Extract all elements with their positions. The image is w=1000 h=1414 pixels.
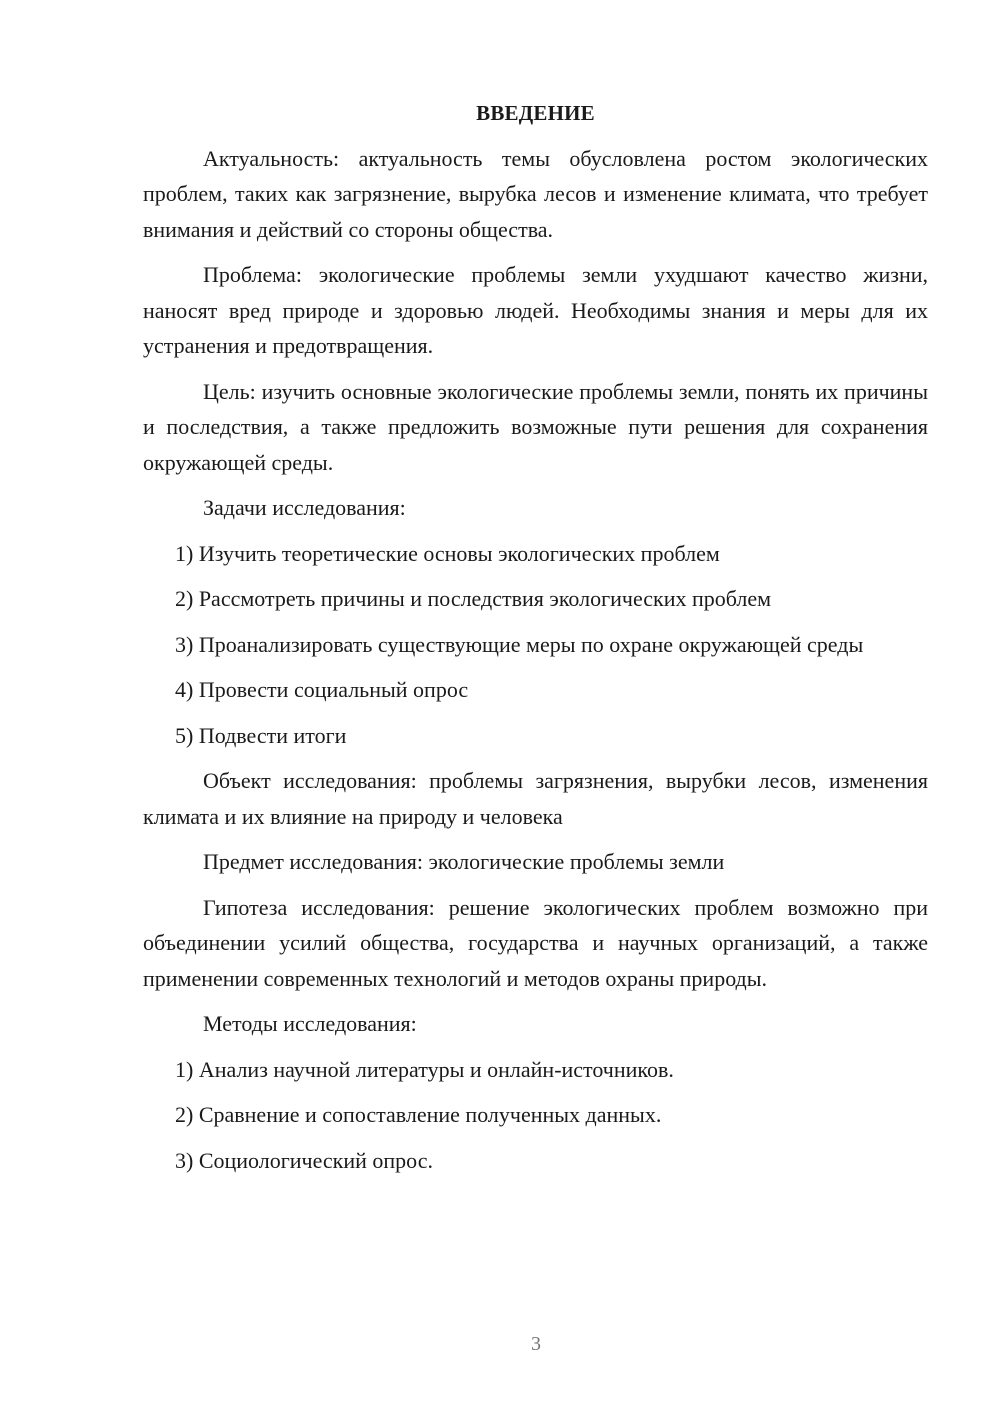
problem-paragraph: Проблема: экологические проблемы земли ухудшают качество жизни, наносят вред природе и здоровью людей. Необходимы знания и меры для их устранения и предотвращения.: [143, 262, 928, 358]
task-item-2: 2) Рассмотреть причины и последствия экологических проблем: [175, 586, 772, 611]
hypothesis-paragraph: Гипотеза исследования: решение экологических проблем возможно при объединении усилий общества, государства и научных организаций, а также применении современных технологий и методов охраны природы.: [143, 894, 928, 991]
task-item-4: 4) Провести социальный опрос: [175, 677, 469, 702]
object-paragraph: Объект исследования: проблемы загрязнения, вырубки лесов, изменения климата и их влияние на природу и человека: [143, 768, 928, 829]
task-item-3: 3) Проанализировать существующие меры по охране окружающей среды: [175, 631, 864, 657]
tasks-heading: Задачи исследования:: [203, 495, 406, 520]
subject-paragraph: Предмет исследования: экологические проблемы земли: [203, 849, 725, 874]
method-item-2: 2) Сравнение и сопоставление полученных данных.: [175, 1102, 662, 1127]
task-item-5: 5) Подвести итоги: [175, 722, 347, 748]
page-number: 3: [531, 1333, 541, 1355]
methods-heading: Методы исследования:: [203, 1011, 417, 1036]
document-page: [143, 96, 928, 1188]
method-item-1: 1) Анализ научной литературы и онлайн-источников.: [175, 1056, 674, 1082]
page-title: ВВЕДЕНИЕ: [476, 101, 595, 125]
method-item-3: 3) Социологический опрос.: [175, 1147, 433, 1173]
relevance-paragraph: Актуальность: актуальность темы обусловлена ростом экологических проблем, таких как загрязнение, вырубка лесов и изменение климата, что требует внимания и действий со стороны общества.: [143, 145, 928, 242]
task-item-1: 1) Изучить теоретические основы экологических проблем: [175, 540, 720, 566]
goal-paragraph: Цель: изучить основные экологические проблемы земли, понять их причины и последствия, а также предложить возможные пути решения для сохранения окружающей среды.: [143, 378, 928, 475]
